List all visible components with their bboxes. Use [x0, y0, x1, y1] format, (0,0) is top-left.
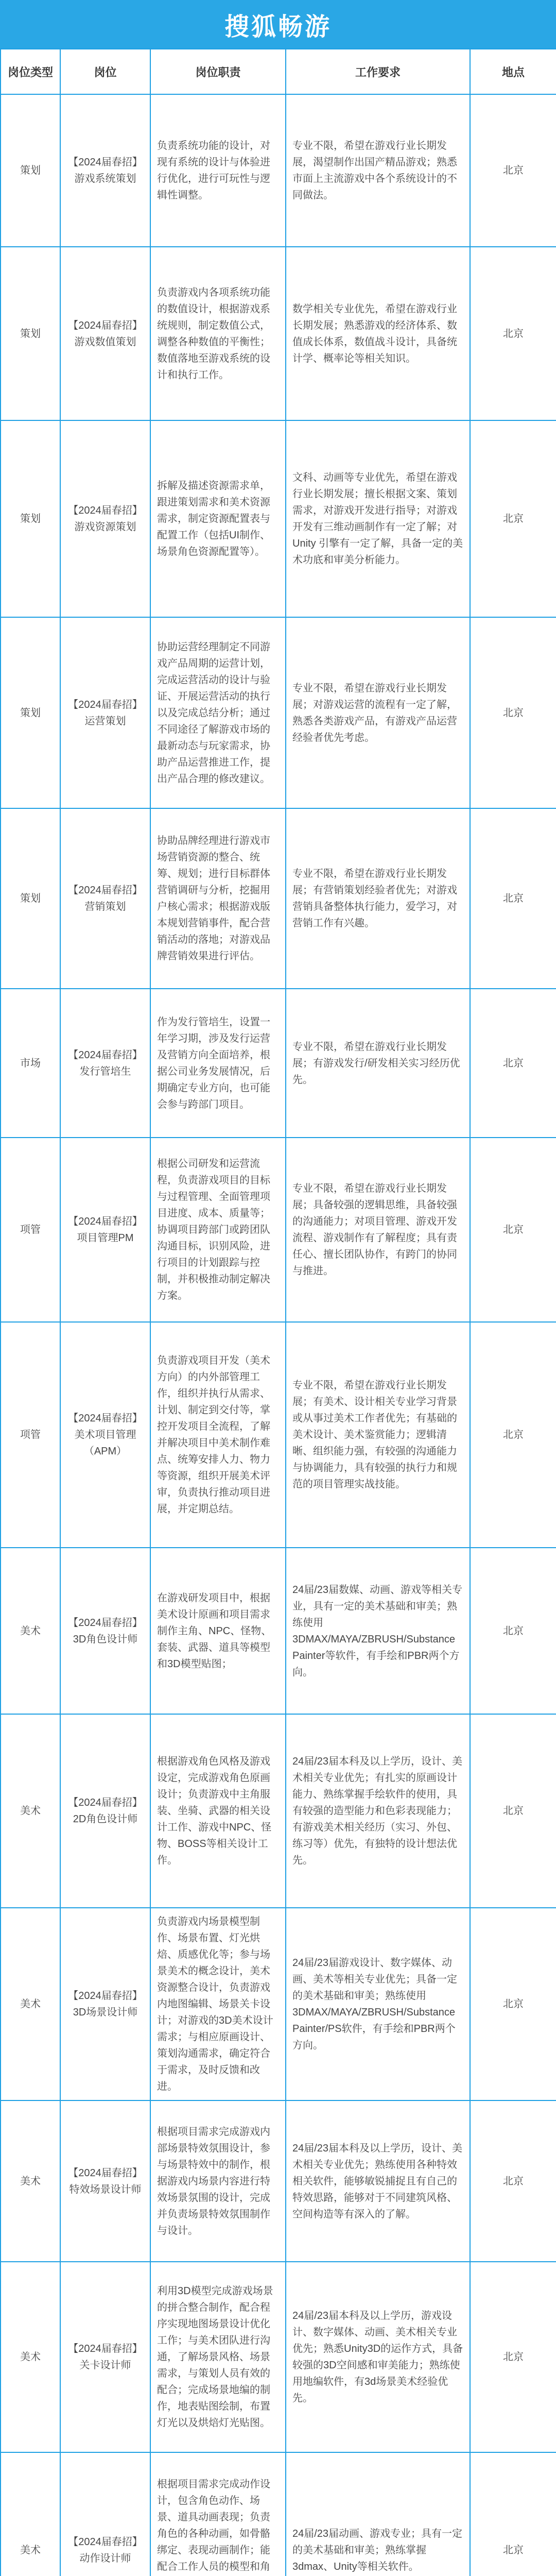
job-duty-cell: 负责游戏内场景模型制作、场景布置、灯光烘焙、质感优化等；参与场景美术的概念设计，美术资源整合设计，负责游戏内地图编辑、场景关卡设计；对游戏的3D美术设计需求；与相应原画设计、策划沟通需求，确定符合于需求，及时反馈和改进。: [150, 1908, 286, 2100]
job-requirement-cell: 专业不限，希望在游戏行业长期发展；有营销策划经验者优先；对游戏营销具备整体执行能力，爱学习，对营销工作有兴趣。: [286, 808, 470, 989]
job-position-cell: 【2024届春招】运营策划: [60, 617, 150, 808]
job-location-cell: 北京: [470, 94, 556, 247]
job-requirement-cell: 24届/23届本科及以上学历，设计、美术相关专业优先；有扎实的原画设计能力、熟练掌握手绘软件的使用，具有较强的造型能力和色彩表现能力；有游戏美术相关经历（实习、外包、练习等）优先，有独特的设计想法优先。: [286, 1714, 470, 1908]
job-duty-cell: 负责系统功能的设计，对现有系统的设计与体验进行优化，进行可玩性与逻辑性调整。: [150, 94, 286, 247]
job-duty-cell: 在游戏研发项目中，根据美术设计原画和项目需求制作主角、NPC、怪物、套装、武器、道具等模型和3D模型贴图；: [150, 1548, 286, 1714]
job-location-cell: 北京: [470, 1908, 556, 2100]
table-row: [1, 1714, 556, 1908]
column-header-duty: 岗位职责: [150, 49, 286, 94]
job-requirement-cell: 数学相关专业优先，希望在游戏行业长期发展；熟悉游戏的经济体系、数值成长体系，数值战斗设计，具备统计学、概率论等相关知识。: [286, 247, 470, 420]
table-header-row: [1, 49, 556, 94]
job-location-cell: 北京: [470, 617, 556, 808]
job-requirement-cell: 专业不限，希望在游戏行业长期发展；有游戏发行/研发相关实习经历优先。: [286, 989, 470, 1138]
table-row: [1, 247, 556, 420]
table-row: [1, 808, 556, 989]
job-table: [0, 48, 556, 2576]
job-location-cell: 北京: [470, 2452, 556, 2576]
job-type-cell: 美术: [1, 1548, 60, 1714]
job-position-cell: 【2024届春招】3D场景设计师: [60, 1908, 150, 2100]
job-duty-cell: 协助品牌经理进行游戏市场营销资源的整合、统筹、规划；进行目标群体营销调研与分析，挖掘用户核心需求；根据游戏版本规划营销事件，配合营销活动的落地；对游戏品牌营销效果进行评估。: [150, 808, 286, 989]
job-location-cell: 北京: [470, 2262, 556, 2452]
job-location-cell: 北京: [470, 2100, 556, 2262]
job-type-cell: 策划: [1, 808, 60, 989]
company-title: 搜狐畅游: [224, 13, 332, 41]
job-type-cell: 市场: [1, 989, 60, 1138]
job-duty-cell: 作为发行管培生，设置一年学习期，涉及发行运营及营销方向全面培养，根据公司业务发展情况，后期确定专业方向，也可能会参与跨部门项目。: [150, 989, 286, 1138]
job-location-cell: 北京: [470, 989, 556, 1138]
job-type-cell: 策划: [1, 94, 60, 247]
job-type-cell: 策划: [1, 247, 60, 420]
table-row: [1, 94, 556, 247]
job-position-cell: 【2024届春招】游戏数值策划: [60, 247, 150, 420]
job-requirement-cell: 专业不限，希望在游戏行业长期发展；具备较强的逻辑思维，具备较强的沟通能力；对项目管理、游戏开发流程、游戏制作有了解程度；具有责任心、擅长团队协作，有跨门的协同与推进。: [286, 1138, 470, 1322]
job-type-cell: 美术: [1, 2100, 60, 2262]
job-position-cell: 【2024届春招】3D角色设计师: [60, 1548, 150, 1714]
job-position-cell: 【2024届春招】游戏系统策划: [60, 94, 150, 247]
job-type-cell: 美术: [1, 1714, 60, 1908]
job-location-cell: 北京: [470, 808, 556, 989]
job-location-cell: 北京: [470, 1322, 556, 1548]
job-location-cell: 北京: [470, 1548, 556, 1714]
job-type-cell: 策划: [1, 420, 60, 617]
job-type-cell: 项管: [1, 1138, 60, 1322]
job-requirement-cell: 24届/23届本科及以上学历，游戏设计、数字媒体、动画、美术相关专业优先；熟悉Unity3D的运作方式，具备较强的3D空间感和审美能力；熟练使用地编软件，有3d场景美术经验优先。: [286, 2262, 470, 2452]
table-row: [1, 420, 556, 617]
job-position-cell: 【2024届春招】关卡设计师: [60, 2262, 150, 2452]
table-row: [1, 617, 556, 808]
job-location-cell: 北京: [470, 420, 556, 617]
table-row: [1, 1908, 556, 2100]
job-location-cell: 北京: [470, 1138, 556, 1322]
job-type-cell: 美术: [1, 2452, 60, 2576]
job-duty-cell: 根据游戏角色风格及游戏设定，完成游戏角色原画设计；负责游戏中主角服装、坐骑、武器的相关设计工作、游戏中NPC、怪物、BOSS等相关设计工作。: [150, 1714, 286, 1908]
column-header-type: 岗位类型: [1, 49, 60, 94]
job-type-cell: 策划: [1, 617, 60, 808]
table-row: [1, 2100, 556, 2262]
job-type-cell: 美术: [1, 1908, 60, 2100]
job-duty-cell: 根据项目需求完成游戏内部场景特效氛围设计，参与场景特效中的制作，根据游戏内场景内容进行特效场景氛围的设计，完成并负责场景特效氛围制作与设计。: [150, 2100, 286, 2262]
table-row: [1, 989, 556, 1138]
job-duty-cell: 利用3D模型完成游戏场景的拼合整合制作，配合程序实现地图场景设计优化工作；与美术团队进行沟通，了解场景风格、场景需求，与策划人员有效的配合；完成场景地编的制作，地表贴图绘制，布置灯光以及烘焙灯光贴图。: [150, 2262, 286, 2452]
job-requirement-cell: 24届/23届动画、游戏专业；具有一定的美术基础和审美；熟练掌握3dmax、Unity等相关软件。: [286, 2452, 470, 2576]
column-header-requirement: 工作要求: [286, 49, 470, 94]
table-row: [1, 1322, 556, 1548]
job-position-cell: 【2024届春招】动作设计师: [60, 2452, 150, 2576]
job-requirement-cell: 文科、动画等专业优先，希望在游戏行业长期发展；擅长根据文案、策划需求，对游戏开发进行指导；对游戏开发有三维动画制作有一定了解；对 Unity 引擎有一定了解，具备一定的美术功底和审美分析能力。: [286, 420, 470, 617]
job-requirement-cell: 专业不限，希望在游戏行业长期发展；对游戏运营的流程有一定了解，熟悉各类游戏产品，有游戏产品运营经验者优先考虑。: [286, 617, 470, 808]
job-requirement-cell: 24届/23届数媒、动画、游戏等相关专业，具有一定的美术基础和审美；熟练使用3DMAX/MAYA/ZBRUSH/Substance Painter等软件，有手绘和PBR两个方向。: [286, 1548, 470, 1714]
job-requirement-cell: 24届/23届本科及以上学历，设计、美术相关专业优先；熟练使用各种特效相关软件，能够敏锐捕捉且有自己的特效思路，能够对于不同建筑风格、空间构造等有深入的了解。: [286, 2100, 470, 2262]
job-position-cell: 【2024届春招】游戏资源策划: [60, 420, 150, 617]
job-duty-cell: 拆解及描述资源需求单，跟进策划需求和美术资源需求，制定资源配置表与配置工作（包括UI制作、场景角色资源配置等）。: [150, 420, 286, 617]
job-position-cell: 【2024届春招】2D角色设计师: [60, 1714, 150, 1908]
job-position-cell: 【2024届春招】营销策划: [60, 808, 150, 989]
job-requirement-cell: 24届/23届游戏设计、数字媒体、动画、美术等相关专业优先；具备一定的美术基础和审美；熟练使用3DMAX/MAYA/ZBRUSH/Substance Painter/PS软件，有手绘和PBR两个方向。: [286, 1908, 470, 2100]
job-location-cell: 北京: [470, 247, 556, 420]
job-duty-cell: 根据项目需求完成动作设计，包含角色动作、场景、道具动画表现；负责角色的各种动画，如骨骼绑定、表现动画制作；能配合工作人员的模型和角: [150, 2452, 286, 2576]
job-duty-cell: 根据公司研发和运营流程，负责游戏项目的目标与过程管理、全面管理项目进度、成本、质量等；协调项目跨部门或跨团队沟通目标，识别风险，进行项目的计划跟踪与控制，并积极推动制定解决方案。: [150, 1138, 286, 1322]
job-position-cell: 【2024届春招】项目管理PM: [60, 1138, 150, 1322]
job-type-cell: 美术: [1, 2262, 60, 2452]
job-position-cell: 【2024届春招】特效场景设计师: [60, 2100, 150, 2262]
job-type-cell: 项管: [1, 1322, 60, 1548]
header-banner: [0, 0, 556, 48]
table-row: [1, 1138, 556, 1322]
column-header-position: 岗位: [60, 49, 150, 94]
table-row: [1, 1548, 556, 1714]
job-position-cell: 【2024届春招】美术项目管理（APM）: [60, 1322, 150, 1548]
table-row: [1, 2452, 556, 2576]
job-position-cell: 【2024届春招】发行管培生: [60, 989, 150, 1138]
job-duty-cell: 负责游戏项目开发（美术方向）的内外部管理工作，组织并执行从需求、计划、制定到交付等，掌控开发项目全流程，了解并解决项目中美术制作难点、统筹安排人力、物力等资源，组织开展美术评审，负责执行推动项目进展，并定期总结。: [150, 1322, 286, 1548]
job-duty-cell: 负责游戏内各项系统功能的数值设计，根据游戏系统规则，制定数值公式，调整各种数值的平衡性；数值落地至游戏系统的设计和执行工作。: [150, 247, 286, 420]
job-requirement-cell: 专业不限，希望在游戏行业长期发展，渴望制作出国产精品游戏；熟悉市面上主流游戏中各个系统设计的不同做法。: [286, 94, 470, 247]
job-duty-cell: 协助运营经理制定不同游戏产品周期的运营计划，完成运营活动的设计与验证、开展运营活动的执行以及完成总结分析；通过不同途径了解游戏市场的最新动态与玩家需求，协助产品运营推进工作，提出产品合理的修改建议。: [150, 617, 286, 808]
table-row: [1, 2262, 556, 2452]
job-location-cell: 北京: [470, 1714, 556, 1908]
job-requirement-cell: 专业不限，希望在游戏行业长期发展；有美术、设计相关专业学习背景或从事过美术工作者优先；有基础的美术设计、美术鉴赏能力；逻辑清晰、组织能力强，有较强的沟通能力与协调能力，具有较强的执行力和规范的项目管理实战技能。: [286, 1322, 470, 1548]
column-header-location: 地点: [470, 49, 556, 94]
